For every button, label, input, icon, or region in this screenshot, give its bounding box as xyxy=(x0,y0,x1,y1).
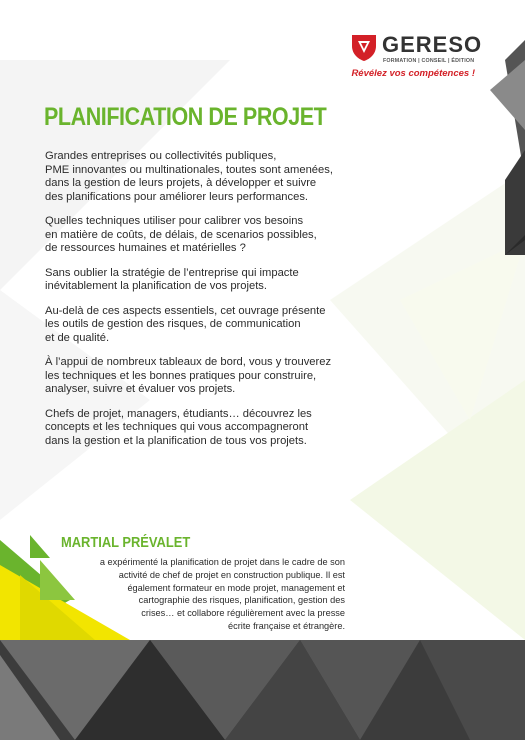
page-title: PLANIFICATION DE PROJET xyxy=(44,103,327,131)
brand-subtitle: FORMATION | CONSEIL | ÉDITION xyxy=(383,58,475,64)
gereso-shield-icon xyxy=(350,32,378,62)
paragraph: À l’appui de nombreux tableaux de bord, vous y trouverez les techniques et les bonnes pratiques pour construire, analyser, suivre et évaluer vos projets. xyxy=(45,356,332,395)
paragraph: Grandes entreprises ou collectivités publiques, PME innovantes ou multinationales, toutes sont amenées, dans la gestion de leurs projets, à développer et suivre des planifications pour améliorer leurs performances. xyxy=(45,150,333,203)
paragraph: Sans oublier la stratégie de l’entreprise qui impacte inévitablement la planification de vos projets. xyxy=(45,266,299,292)
description-body xyxy=(45,150,345,459)
author-name: MARTIAL PRÉVALET xyxy=(61,534,191,551)
paragraph: Quelles techniques utiliser pour calibrer vos besoins en matière de coûts, de délais, de scenarios possibles, de ressources humaines et matérielles ? xyxy=(45,215,317,254)
paragraph: Chefs de projet, managers, étudiants… découvrez les concepts et les techniques qui vous accompagneront dans la gestion et la planification de tous vos projets. xyxy=(45,407,312,447)
author-bio: a expérimenté la planification de projet dans le cadre de son activité de chef de projet en construction publique. Il est également formateur en mode projet, management et cartographie des risques, planification, gestion des crises… et collabore régulièrement avec la presse écrite française et étrangère. xyxy=(99,557,345,631)
paragraph: Au-delà de ces aspects essentiels, cet ouvrage présente les outils de gestion des risques, de communication et de qualité. xyxy=(45,304,326,344)
brand-tagline: Révélez vos compétences ! xyxy=(351,68,475,79)
brand-name: GERESO xyxy=(382,32,483,57)
